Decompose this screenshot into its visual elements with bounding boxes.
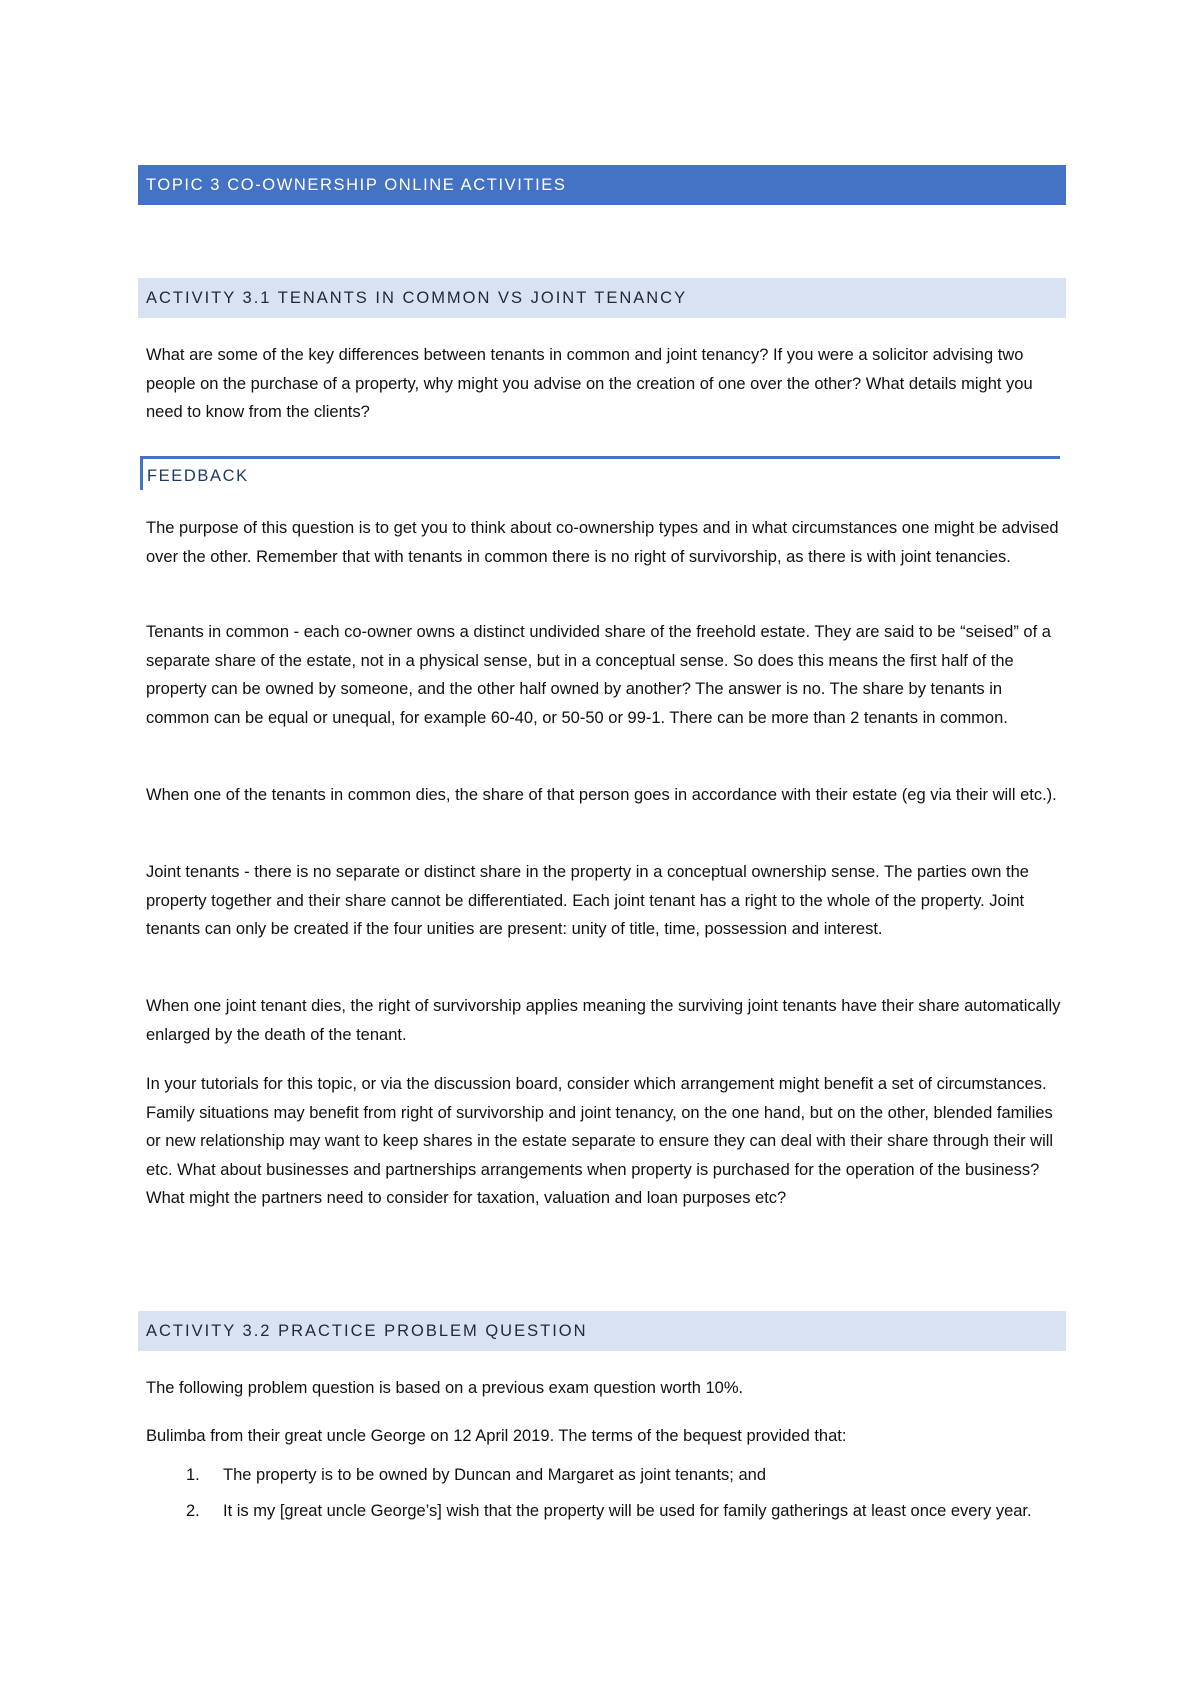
feedback-paragraph: Joint tenants - there is no separate or distinct share in the property in a conceptual ownership sense. The parties own the property together and their share cannot be differentiated. Each joint tenant has a right to the whole of the property. Joint tenants can only be created if the four unities are present: unity of title, time, possession and interest. bbox=[146, 863, 1029, 938]
list-item-text: The property is to be owned by Duncan and Margaret as joint tenants; and bbox=[223, 1466, 766, 1484]
list-item bbox=[146, 1499, 1066, 1524]
activity-3-2-intro: The following problem question is based on a previous exam question worth 10%. bbox=[146, 1379, 744, 1397]
activity-3-1-question: What are some of the key differences between tenants in common and joint tenancy? If you were a solicitor advising two people on the purchase of a property, why might you advise on the creation of one over the other? What details might you need to know from the clients? bbox=[146, 346, 1033, 421]
feedback-paragraph: The purpose of this question is to get you to think about co-ownership types and in what circumstances one might be advised over the other. Remember that with tenants in common there is no right of survivorship, as there is with joint tenancies. bbox=[146, 519, 1059, 566]
topic-title: TOPIC 3 CO-OWNERSHIP ONLINE ACTIVITIES bbox=[138, 165, 1066, 205]
feedback-paragraph: When one of the tenants in common dies, the share of that person goes in accordance with their estate (eg via their will etc.). bbox=[146, 786, 1057, 804]
list-item bbox=[146, 1463, 1066, 1488]
feedback-paragraph: When one joint tenant dies, the right of survivorship applies meaning the surviving joint tenants have their share automatically enlarged by the death of the tenant. bbox=[146, 997, 1061, 1044]
bequest-line: Bulimba from their great uncle George on 12 April 2019. The terms of the bequest provided that: bbox=[146, 1427, 847, 1445]
feedback-paragraph: Tenants in common - each co-owner owns a distinct undivided share of the freehold estate. They are said to be “seised” of a separate share of the estate, not in a physical sense, but in a conceptual sense. So does this means the first half of the property can be owned by someone, and the other half owned by another? The answer is no. The share by tenants in common can be equal or unequal, for example 60-40, or 50-50 or 99-1. There can be more than 2 tenants in common. bbox=[146, 623, 1051, 727]
activity-3-2-heading: ACTIVITY 3.2 PRACTICE PROBLEM QUESTION bbox=[138, 1311, 1066, 1351]
feedback-paragraph: In your tutorials for this topic, or via the discussion board, consider which arrangement might benefit a set of circumstances. Family situations may benefit from right of survivorship and joint tenancy, on the one hand, but on the other, blended families or new relationship may want to keep shares in the estate separate to ensure they can deal with their share through their will etc. What about businesses and partnerships arrangements when property is purchased for the operation of the business? What might the partners need to consider for taxation, valuation and loan purposes etc? bbox=[146, 1075, 1054, 1207]
activity-3-1-heading: ACTIVITY 3.1 TENANTS IN COMMON VS JOINT TENANCY bbox=[138, 278, 1066, 318]
list-item-number: 2. bbox=[186, 1502, 200, 1520]
list-item-number: 1. bbox=[186, 1466, 200, 1484]
feedback-heading: FEEDBACK bbox=[140, 456, 1060, 490]
bequest-terms-list bbox=[146, 1463, 1066, 1535]
list-item-text: It is my [great uncle George’s] wish that the property will be used for family gatherings at least once every year. bbox=[223, 1502, 1032, 1520]
